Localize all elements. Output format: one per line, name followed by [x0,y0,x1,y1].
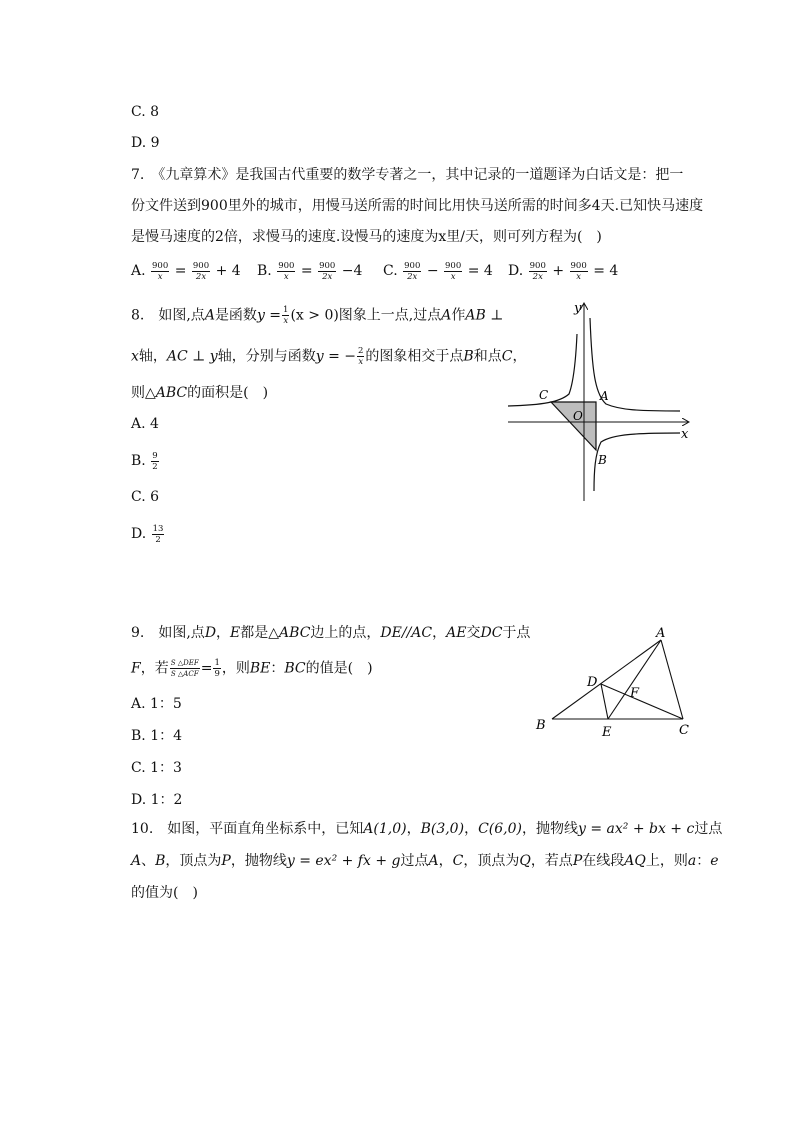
q9-option-d: D. 1：2 [131,792,183,808]
q7-text-line2: 份文件送到900里外的城市，用慢马送所需的时间比用快马送所需的时间多4天.已知快马速度 [131,198,704,214]
point-e-label: E [602,725,612,740]
x-axis-label: x [681,427,689,442]
q10-text-line2: A、B，顶点为P，抛物线y = ex² + fx + g过点A，C，顶点为Q，若点P在线段AQ上，则a：e [131,853,719,869]
point-a-label: A [656,626,666,641]
q8-text-line1: 8. 如图,点A是函数y = $\frac{1}{x}$ (x > 0)图象上一点,过点A作AB ⊥ [131,305,504,326]
q10-text-line3: 的值为( ) [131,885,198,901]
point-d-label: D [587,675,598,690]
q7-text-line1: 7. 《九章算术》是我国古代重要的数学专著之一，其中记录的一道题译为白话文是：把一 [131,167,684,183]
q9-text-line2: F，若 $\frac{\text{S △DEF}}{\text{S △ACF}}$ = $\frac{1}{9}$ ，则BE：BC的值是( ) [131,658,373,679]
q6-option-d: D. 9 [131,135,160,151]
q8-option-a: A. 4 [131,416,159,432]
q8-text-line2: x轴，AC ⊥ y轴，分别与函数y = − $\frac{2}{x}$ 的图象相交于点B和点C， [131,346,527,367]
segment-ae [608,640,661,719]
q8-figure [498,296,698,506]
point-b-label: B [536,718,546,733]
point-c-label: C [679,723,689,738]
q8-option-d: D. $\frac{13}{2}$ [131,523,164,545]
segment-de [601,684,608,719]
side-ac [661,640,683,719]
curve-neg2-over-x-q4 [594,433,680,491]
point-b-label: B [598,453,607,467]
q9-text-line1: 9. 如图,点D，E都是△ABC边上的点，DE//AC，AE交DC于点 [131,625,531,641]
q8-option-c: C. 6 [131,489,160,505]
q6-option-c: C. 8 [131,104,160,120]
q8-text-line3: 则△ABC的面积是( ) [131,385,269,401]
q8-option-b: B. $\frac{9}{2}$ [131,450,158,472]
point-a-label: A [600,389,609,403]
origin-label: O [573,409,583,423]
q10-text-line1: 10. 如图，平面直角坐标系中，已知A(1,0)，B(3,0)，C(6,0)，抛物线y = ax² + bx + c过点 [131,821,723,837]
q7-option-b: B. $\frac{900}{x}$ = $\frac{900}{2x}$ −4 [257,260,363,282]
q7-option-c: C. $\frac{900}{2x}$ − $\frac{900}{x}$ = 4 [383,260,493,282]
y-axis-label: y [574,301,582,316]
q9-option-b: B. 1：4 [131,728,183,744]
q9-option-a: A. 1：5 [131,696,182,712]
q9-option-c: C. 1：3 [131,760,182,776]
q9-figure [528,622,703,744]
q7-option-d: D. $\frac{900}{2x}$ + $\frac{900}{x}$ = 4 [508,260,619,282]
point-f-label: F [630,686,640,701]
q7-text-line3: 是慢马速度的2倍，求慢马的速度.设慢马的速度为x里/天，则可列方程为( ) [131,229,602,245]
side-ba [552,640,661,719]
point-c-label: C [539,388,549,402]
segment-dc [601,684,683,719]
q7-option-a: A. $\frac{900}{x}$ = $\frac{900}{2x}$ + 4 [131,260,241,282]
